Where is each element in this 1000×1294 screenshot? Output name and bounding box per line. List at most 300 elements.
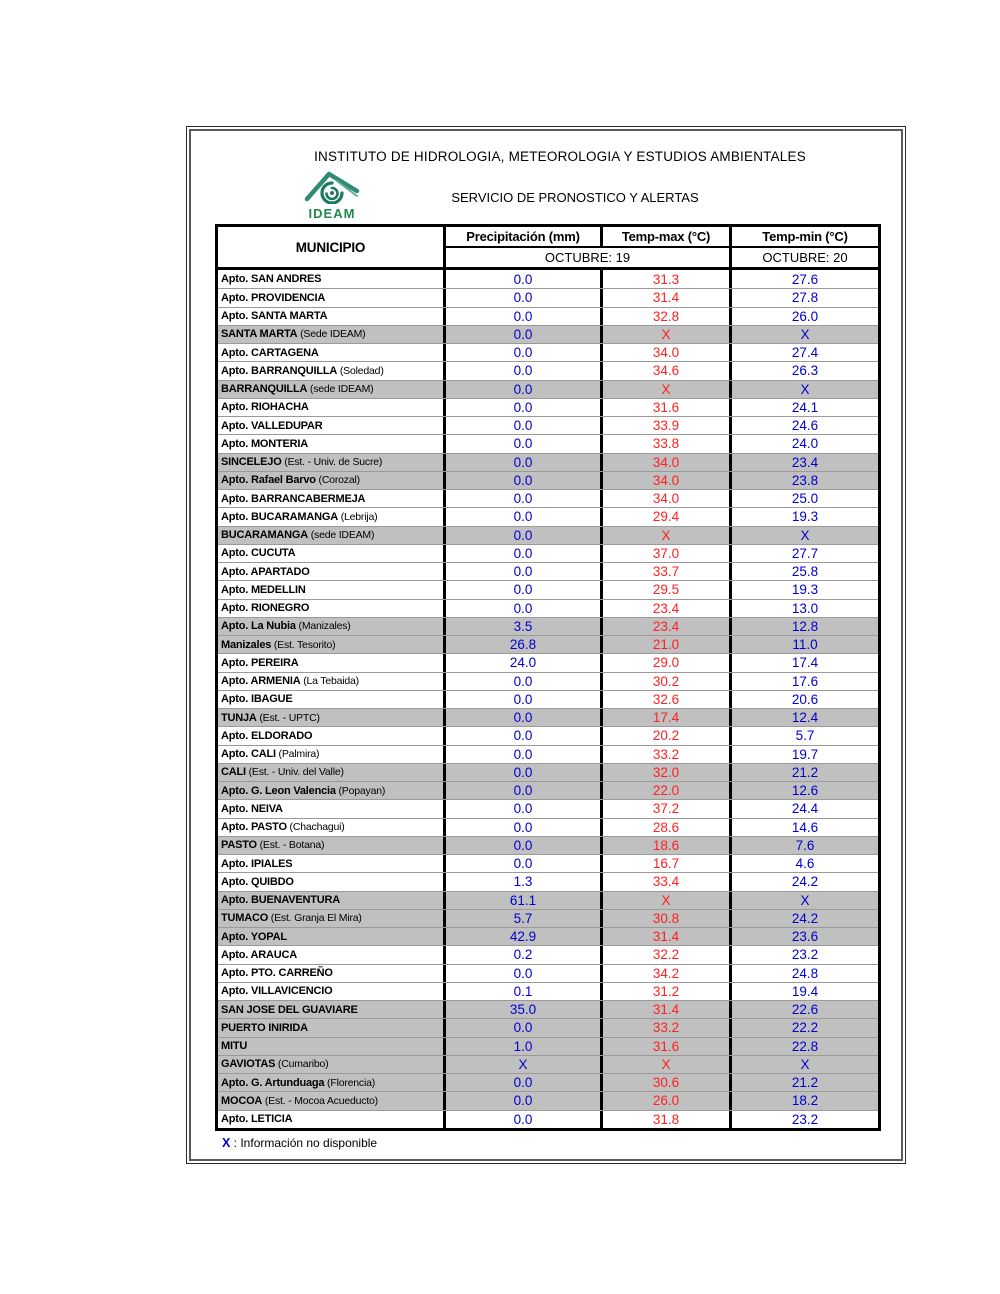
- municipio-name: TUNJA: [221, 711, 257, 724]
- precipitacion-cell: 0.0: [446, 381, 603, 398]
- temp-min-cell: 20.6: [791, 691, 819, 707]
- table-row: [218, 708, 878, 726]
- precipitacion-cell: 0.0: [446, 965, 603, 982]
- table-row: [218, 909, 878, 927]
- date-header-octubre-19: OCTUBRE: 19: [446, 248, 732, 267]
- municipio-name: SANTA MARTA: [221, 328, 298, 341]
- precipitacion-cell: 35.0: [446, 1001, 603, 1018]
- municipio-name: Apto. PASTO: [221, 821, 287, 834]
- municipio-name: Apto. IBAGUE: [221, 693, 293, 706]
- precipitacion-cell: 0.0: [446, 490, 603, 507]
- municipio-qualifier: (Est. - Botana): [256, 839, 325, 852]
- precipitacion-cell: X: [446, 1056, 603, 1073]
- municipio-cell: [218, 892, 446, 909]
- municipio-name: SAN JOSE DEL GUAVIARE: [221, 1003, 358, 1016]
- table-header-right: [446, 227, 878, 267]
- municipio-name: Apto. NEIVA: [221, 802, 283, 815]
- temp-min-cell: 26.0: [791, 308, 819, 324]
- precipitacion-cell: 0.0: [446, 691, 603, 708]
- footnote-text: : Información no disponible: [230, 1136, 378, 1150]
- municipio-cell: [218, 563, 446, 580]
- table-row: [218, 635, 878, 653]
- table-row: [218, 854, 878, 872]
- municipio-cell: [218, 764, 446, 781]
- column-header-municipio: MUNICIPIO: [218, 227, 446, 267]
- temp-max-cell: 31.6: [603, 1038, 732, 1055]
- temp-min-cell: 24.6: [791, 418, 819, 434]
- temp-max-cell: 28.6: [603, 819, 732, 836]
- table-body: [218, 270, 878, 1128]
- precipitacion-cell: 0.0: [446, 362, 603, 379]
- temp-max-cell: X: [603, 381, 732, 398]
- temp-min-cell: 21.2: [791, 764, 819, 780]
- precipitacion-cell: 61.1: [446, 892, 603, 909]
- municipio-cell: [218, 1038, 446, 1055]
- municipio-cell: [218, 855, 446, 872]
- municipio-cell: [218, 308, 446, 325]
- municipio-name: Apto. SAN ANDRES: [221, 273, 322, 286]
- temp-min-cell: 23.2: [791, 1111, 819, 1127]
- temp-max-cell: 37.2: [603, 800, 732, 817]
- precipitacion-cell: 0.0: [446, 545, 603, 562]
- temp-max-cell: 29.5: [603, 581, 732, 598]
- precipitacion-cell: 0.0: [446, 1074, 603, 1091]
- precipitacion-cell: 0.0: [446, 326, 603, 343]
- temp-max-cell: 20.2: [603, 727, 732, 744]
- table-row: [218, 927, 878, 945]
- precipitacion-cell: 1.3: [446, 873, 603, 890]
- precipitacion-cell: 1.0: [446, 1038, 603, 1055]
- temp-min-cell: 13.0: [791, 600, 819, 616]
- table-row: [218, 1110, 878, 1128]
- table-row: [218, 945, 878, 963]
- table-row: [218, 434, 878, 452]
- table-row: [218, 763, 878, 781]
- temp-min-cell: 22.2: [791, 1020, 819, 1036]
- municipio-qualifier: (sede IDEAM): [307, 383, 374, 396]
- temp-min-cell: 24.8: [791, 965, 819, 981]
- municipio-qualifier: (Chachagui): [286, 821, 345, 834]
- table-row: [218, 982, 878, 1000]
- precipitacion-cell: 0.0: [446, 454, 603, 471]
- municipio-name: Apto. G. Leon Valencia: [221, 784, 336, 797]
- precipitacion-cell: 0.0: [446, 289, 603, 306]
- table-row: [218, 1073, 878, 1091]
- precipitacion-cell: 0.0: [446, 1111, 603, 1128]
- temp-max-cell: 34.6: [603, 362, 732, 379]
- table-row: [218, 526, 878, 544]
- municipio-name: PASTO: [221, 839, 257, 852]
- footnote-x-symbol: X: [222, 1136, 231, 1150]
- precipitacion-cell: 0.0: [446, 746, 603, 763]
- municipio-name: Apto. APARTADO: [221, 565, 310, 578]
- municipio-cell: [218, 508, 446, 525]
- table-row: [218, 453, 878, 471]
- precipitacion-cell: 5.7: [446, 910, 603, 927]
- municipio-name: MOCOA: [221, 1094, 263, 1107]
- temp-max-cell: 34.0: [603, 454, 732, 471]
- temp-max-cell: 29.4: [603, 508, 732, 525]
- municipio-cell: [218, 270, 446, 288]
- municipio-name: Apto. ARAUCA: [221, 948, 298, 961]
- temp-max-cell: 30.8: [603, 910, 732, 927]
- municipio-cell: [218, 1056, 446, 1073]
- municipio-name: GAVIOTAS: [221, 1058, 276, 1071]
- table-row: [218, 653, 878, 671]
- municipio-qualifier: (Est. - Mocoa Acueducto): [262, 1094, 378, 1107]
- precipitacion-cell: 24.0: [446, 654, 603, 671]
- municipio-cell: [218, 399, 446, 416]
- municipio-cell: [218, 636, 446, 653]
- table-row: [218, 270, 878, 288]
- temp-max-cell: 34.0: [603, 344, 732, 361]
- precipitacion-cell: 0.0: [446, 673, 603, 690]
- temp-max-cell: 33.4: [603, 873, 732, 890]
- municipio-name: Apto. PEREIRA: [221, 656, 299, 669]
- precipitacion-cell: 0.0: [446, 417, 603, 434]
- precipitacion-cell: 0.0: [446, 435, 603, 452]
- temp-min-cell: 23.4: [791, 454, 819, 470]
- temp-min-cell: X: [800, 381, 810, 397]
- temp-min-cell: 27.8: [791, 290, 819, 306]
- temp-max-cell: 30.6: [603, 1074, 732, 1091]
- table-row: [218, 380, 878, 398]
- municipio-cell: [218, 1074, 446, 1091]
- municipio-qualifier: (Corozal): [315, 474, 360, 487]
- municipio-name: Manizales: [221, 638, 272, 651]
- table-row: [218, 891, 878, 909]
- municipio-name: Apto. PROVIDENCIA: [221, 291, 326, 304]
- municipio-cell: [218, 673, 446, 690]
- temp-max-cell: 34.2: [603, 965, 732, 982]
- municipio-qualifier: (La Tebaida): [300, 675, 359, 688]
- precipitacion-cell: 0.0: [446, 399, 603, 416]
- municipio-cell: [218, 1111, 446, 1128]
- table-row: [218, 1000, 878, 1018]
- municipio-name: Apto. CALI: [221, 748, 276, 761]
- municipio-name: Apto. La Nubia: [221, 620, 296, 633]
- table-row: [218, 690, 878, 708]
- page-frame-inner: [189, 129, 903, 1161]
- table-row: [218, 818, 878, 836]
- municipio-name: Apto. VALLEDUPAR: [221, 419, 323, 432]
- precipitacion-cell: 0.2: [446, 946, 603, 963]
- temp-min-cell: 27.6: [791, 271, 819, 287]
- municipio-name: PUERTO INIRIDA: [221, 1021, 308, 1034]
- municipio-cell: [218, 691, 446, 708]
- table-row: [218, 1018, 878, 1036]
- municipio-cell: [218, 746, 446, 763]
- table-row: [218, 489, 878, 507]
- municipio-name: Apto. MEDELLIN: [221, 583, 306, 596]
- precipitacion-cell: 0.0: [446, 563, 603, 580]
- municipio-cell: [218, 782, 446, 799]
- table-row: [218, 836, 878, 854]
- temp-min-cell: 25.0: [791, 491, 819, 507]
- temp-min-cell: X: [800, 326, 810, 342]
- temp-max-cell: 31.8: [603, 1111, 732, 1128]
- municipio-cell: [218, 727, 446, 744]
- temp-max-cell: 34.0: [603, 490, 732, 507]
- precipitacion-cell: 0.0: [446, 782, 603, 799]
- table-row: [218, 1037, 878, 1055]
- municipio-qualifier: (Est. Tesorito): [271, 638, 336, 651]
- table-row: [218, 471, 878, 489]
- precipitacion-cell: 0.0: [446, 819, 603, 836]
- municipio-name: Apto. Rafael Barvo: [221, 474, 316, 487]
- temp-min-cell: 24.4: [791, 801, 819, 817]
- temp-max-cell: 29.0: [603, 654, 732, 671]
- municipio-name: Apto. SANTA MARTA: [221, 310, 328, 323]
- temp-max-cell: 16.7: [603, 855, 732, 872]
- temp-max-cell: X: [603, 326, 732, 343]
- municipio-qualifier: (Florencia): [324, 1076, 376, 1089]
- table-row: [218, 599, 878, 617]
- municipio-name: Apto. BARRANCABERMEJA: [221, 492, 366, 505]
- temp-min-cell: 23.2: [791, 947, 819, 963]
- table-row: [218, 580, 878, 598]
- precipitacion-cell: 0.0: [446, 800, 603, 817]
- precipitacion-cell: 26.8: [446, 636, 603, 653]
- municipio-cell: [218, 946, 446, 963]
- temp-max-cell: 18.6: [603, 837, 732, 854]
- municipio-name: Apto. MONTERIA: [221, 437, 309, 450]
- document-subtitle: SERVICIO DE PRONOSTICO Y ALERTAS: [451, 190, 699, 205]
- temp-max-cell: 32.2: [603, 946, 732, 963]
- column-header-precipitacion: Precipitación (mm): [446, 227, 603, 246]
- precipitacion-cell: 0.0: [446, 709, 603, 726]
- temp-min-cell: 27.7: [791, 545, 819, 561]
- municipio-name: Apto. YOPAL: [221, 930, 287, 943]
- table-row: [218, 416, 878, 434]
- municipio-name: Apto. RIONEGRO: [221, 602, 310, 615]
- table-header: [218, 227, 878, 270]
- temp-max-cell: 22.0: [603, 782, 732, 799]
- column-header-temp-max: Temp-max (°C): [603, 227, 732, 246]
- precipitacion-cell: 0.0: [446, 527, 603, 544]
- temp-min-cell: 23.6: [791, 929, 819, 945]
- precipitacion-cell: 0.0: [446, 600, 603, 617]
- municipio-cell: [218, 965, 446, 982]
- temp-max-cell: 32.0: [603, 764, 732, 781]
- precipitacion-cell: 0.0: [446, 508, 603, 525]
- municipio-cell: [218, 910, 446, 927]
- table-row: [218, 544, 878, 562]
- municipio-name: CALI: [221, 766, 246, 779]
- municipio-name: Apto. IPIALES: [221, 857, 293, 870]
- temp-max-cell: 17.4: [603, 709, 732, 726]
- temp-max-cell: X: [603, 1056, 732, 1073]
- municipio-cell: [218, 1001, 446, 1018]
- municipio-cell: [218, 800, 446, 817]
- temp-max-cell: 30.2: [603, 673, 732, 690]
- municipio-name: Apto. QUIBDO: [221, 875, 294, 888]
- municipio-name: Apto. CUCUTA: [221, 547, 296, 560]
- temp-max-cell: 23.4: [603, 618, 732, 635]
- municipio-name: BUCARAMANGA: [221, 529, 309, 542]
- municipio-cell: [218, 1019, 446, 1036]
- municipio-cell: [218, 837, 446, 854]
- municipio-name: Apto. VILLAVICENCIO: [221, 985, 333, 998]
- temp-min-cell: X: [800, 892, 810, 908]
- table-row: [218, 325, 878, 343]
- municipio-cell: [218, 362, 446, 379]
- precipitacion-cell: 0.0: [446, 581, 603, 598]
- precipitacion-cell: 42.9: [446, 928, 603, 945]
- temp-min-cell: 19.3: [791, 509, 819, 525]
- temp-min-cell: 24.0: [791, 436, 819, 452]
- municipio-cell: [218, 600, 446, 617]
- temp-max-cell: X: [603, 892, 732, 909]
- municipio-cell: [218, 490, 446, 507]
- temp-min-cell: 5.7: [795, 728, 815, 744]
- municipio-cell: [218, 289, 446, 306]
- table-row: [218, 726, 878, 744]
- temp-min-cell: 12.4: [791, 710, 819, 726]
- precipitacion-cell: 0.0: [446, 308, 603, 325]
- municipio-name: Apto. RIOHACHA: [221, 401, 309, 414]
- precipitacion-cell: 0.0: [446, 1019, 603, 1036]
- temp-min-cell: 24.2: [791, 910, 819, 926]
- table-row: [218, 288, 878, 306]
- temp-max-cell: 33.2: [603, 1019, 732, 1036]
- table-row: [218, 617, 878, 635]
- municipio-name: Apto. ELDORADO: [221, 729, 313, 742]
- municipio-qualifier: (Est. - UPTC): [256, 711, 320, 724]
- temp-max-cell: 32.6: [603, 691, 732, 708]
- temp-min-cell: 7.6: [795, 837, 815, 853]
- temp-max-cell: 34.0: [603, 472, 732, 489]
- forecast-table: [215, 224, 881, 1131]
- temp-max-cell: 33.8: [603, 435, 732, 452]
- temp-max-cell: X: [603, 527, 732, 544]
- temp-min-cell: 11.0: [792, 637, 818, 653]
- temp-min-cell: 22.8: [791, 1038, 819, 1054]
- table-row: [218, 307, 878, 325]
- municipio-cell: [218, 581, 446, 598]
- temp-min-cell: 17.4: [791, 655, 819, 671]
- temp-min-cell: 26.3: [791, 363, 819, 379]
- municipio-name: BARRANQUILLA: [221, 383, 308, 396]
- precipitacion-cell: 0.0: [446, 764, 603, 781]
- temp-max-cell: 32.8: [603, 308, 732, 325]
- municipio-cell: [218, 1092, 446, 1109]
- table-row: [218, 672, 878, 690]
- precipitacion-cell: 3.5: [446, 618, 603, 635]
- temp-min-cell: 22.6: [791, 1002, 819, 1018]
- municipio-cell: [218, 983, 446, 1000]
- ideam-logo-text: IDEAM: [308, 206, 356, 221]
- municipio-cell: [218, 545, 446, 562]
- municipio-qualifier: (Cumaribo): [275, 1058, 329, 1071]
- temp-max-cell: 21.0: [603, 636, 732, 653]
- precipitacion-cell: 0.0: [446, 1092, 603, 1109]
- table-row: [218, 398, 878, 416]
- municipio-name: Apto. BUCARAMANGA: [221, 510, 338, 523]
- temp-min-cell: 19.7: [791, 746, 819, 762]
- date-header-octubre-20: OCTUBRE: 20: [762, 250, 848, 265]
- column-header-temp-min: Temp-min (°C): [762, 229, 848, 244]
- precipitacion-cell: 0.0: [446, 472, 603, 489]
- table-row: [218, 964, 878, 982]
- precipitacion-cell: 0.1: [446, 983, 603, 1000]
- table-row: [218, 799, 878, 817]
- table-row: [218, 1055, 878, 1073]
- municipio-qualifier: (Soledad): [337, 364, 384, 377]
- municipio-name: SINCELEJO: [221, 456, 282, 469]
- temp-min-cell: 19.3: [791, 582, 819, 598]
- municipio-name: Apto. G. Artunduaga: [221, 1076, 325, 1089]
- table-row: [218, 1091, 878, 1109]
- temp-max-cell: 23.4: [603, 600, 732, 617]
- temp-max-cell: 31.2: [603, 983, 732, 1000]
- table-row: [218, 343, 878, 361]
- municipio-name: TUMACO: [221, 912, 269, 925]
- precipitacion-cell: 0.0: [446, 344, 603, 361]
- municipio-name: Apto. ARMENIA: [221, 675, 301, 688]
- temp-max-cell: 31.6: [603, 399, 732, 416]
- municipio-qualifier: (Est. - Univ. de Sucre): [281, 456, 383, 469]
- temp-max-cell: 31.3: [603, 270, 732, 288]
- table-row: [218, 361, 878, 379]
- municipio-qualifier: (Popayan): [335, 784, 386, 797]
- municipio-cell: [218, 928, 446, 945]
- temp-max-cell: 26.0: [603, 1092, 732, 1109]
- temp-max-cell: 37.0: [603, 545, 732, 562]
- temp-max-cell: 31.4: [603, 1001, 732, 1018]
- temp-min-cell: 14.6: [791, 819, 819, 835]
- footnote: [222, 1136, 377, 1150]
- municipio-qualifier: (Lebrija): [337, 510, 378, 523]
- document-title: INSTITUTO DE HIDROLOGIA, METEOROLOGIA Y ESTUDIOS AMBIENTALES: [314, 149, 806, 164]
- temp-max-cell: 31.4: [603, 928, 732, 945]
- temp-min-cell: 17.6: [791, 673, 819, 689]
- temp-max-cell: 33.2: [603, 746, 732, 763]
- temp-max-cell: 31.4: [603, 289, 732, 306]
- precipitacion-cell: 0.0: [446, 727, 603, 744]
- temp-min-cell: 18.2: [791, 1093, 819, 1109]
- municipio-name: Apto. BARRANQUILLA: [221, 364, 338, 377]
- municipio-cell: [218, 344, 446, 361]
- municipio-name: MITU: [221, 1040, 248, 1053]
- municipio-qualifier: (sede IDEAM): [308, 529, 375, 542]
- municipio-cell: [218, 417, 446, 434]
- table-row: [218, 745, 878, 763]
- municipio-cell: [218, 326, 446, 343]
- temp-min-cell: 24.1: [791, 399, 819, 415]
- temp-min-cell: 23.8: [791, 472, 819, 488]
- precipitacion-cell: 0.0: [446, 855, 603, 872]
- temp-min-cell: X: [800, 527, 810, 543]
- temp-min-cell: X: [800, 1056, 810, 1072]
- table-row: [218, 562, 878, 580]
- municipio-qualifier: (Est. - Univ. del Valle): [245, 766, 344, 779]
- temp-min-cell: 12.8: [791, 618, 819, 634]
- municipio-name: Apto. PTO. CARREÑO: [221, 967, 333, 980]
- municipio-cell: [218, 709, 446, 726]
- municipio-cell: [218, 435, 446, 452]
- temp-min-cell: 21.2: [791, 1075, 819, 1091]
- temp-max-cell: 33.7: [603, 563, 732, 580]
- municipio-cell: [218, 454, 446, 471]
- municipio-name: Apto. LETICIA: [221, 1113, 293, 1126]
- temp-min-cell: 12.6: [791, 783, 819, 799]
- municipio-name: Apto. CARTAGENA: [221, 346, 319, 359]
- table-row: [218, 872, 878, 890]
- table-row: [218, 507, 878, 525]
- temp-min-cell: 25.8: [791, 564, 819, 580]
- municipio-qualifier: (Sede IDEAM): [297, 328, 366, 341]
